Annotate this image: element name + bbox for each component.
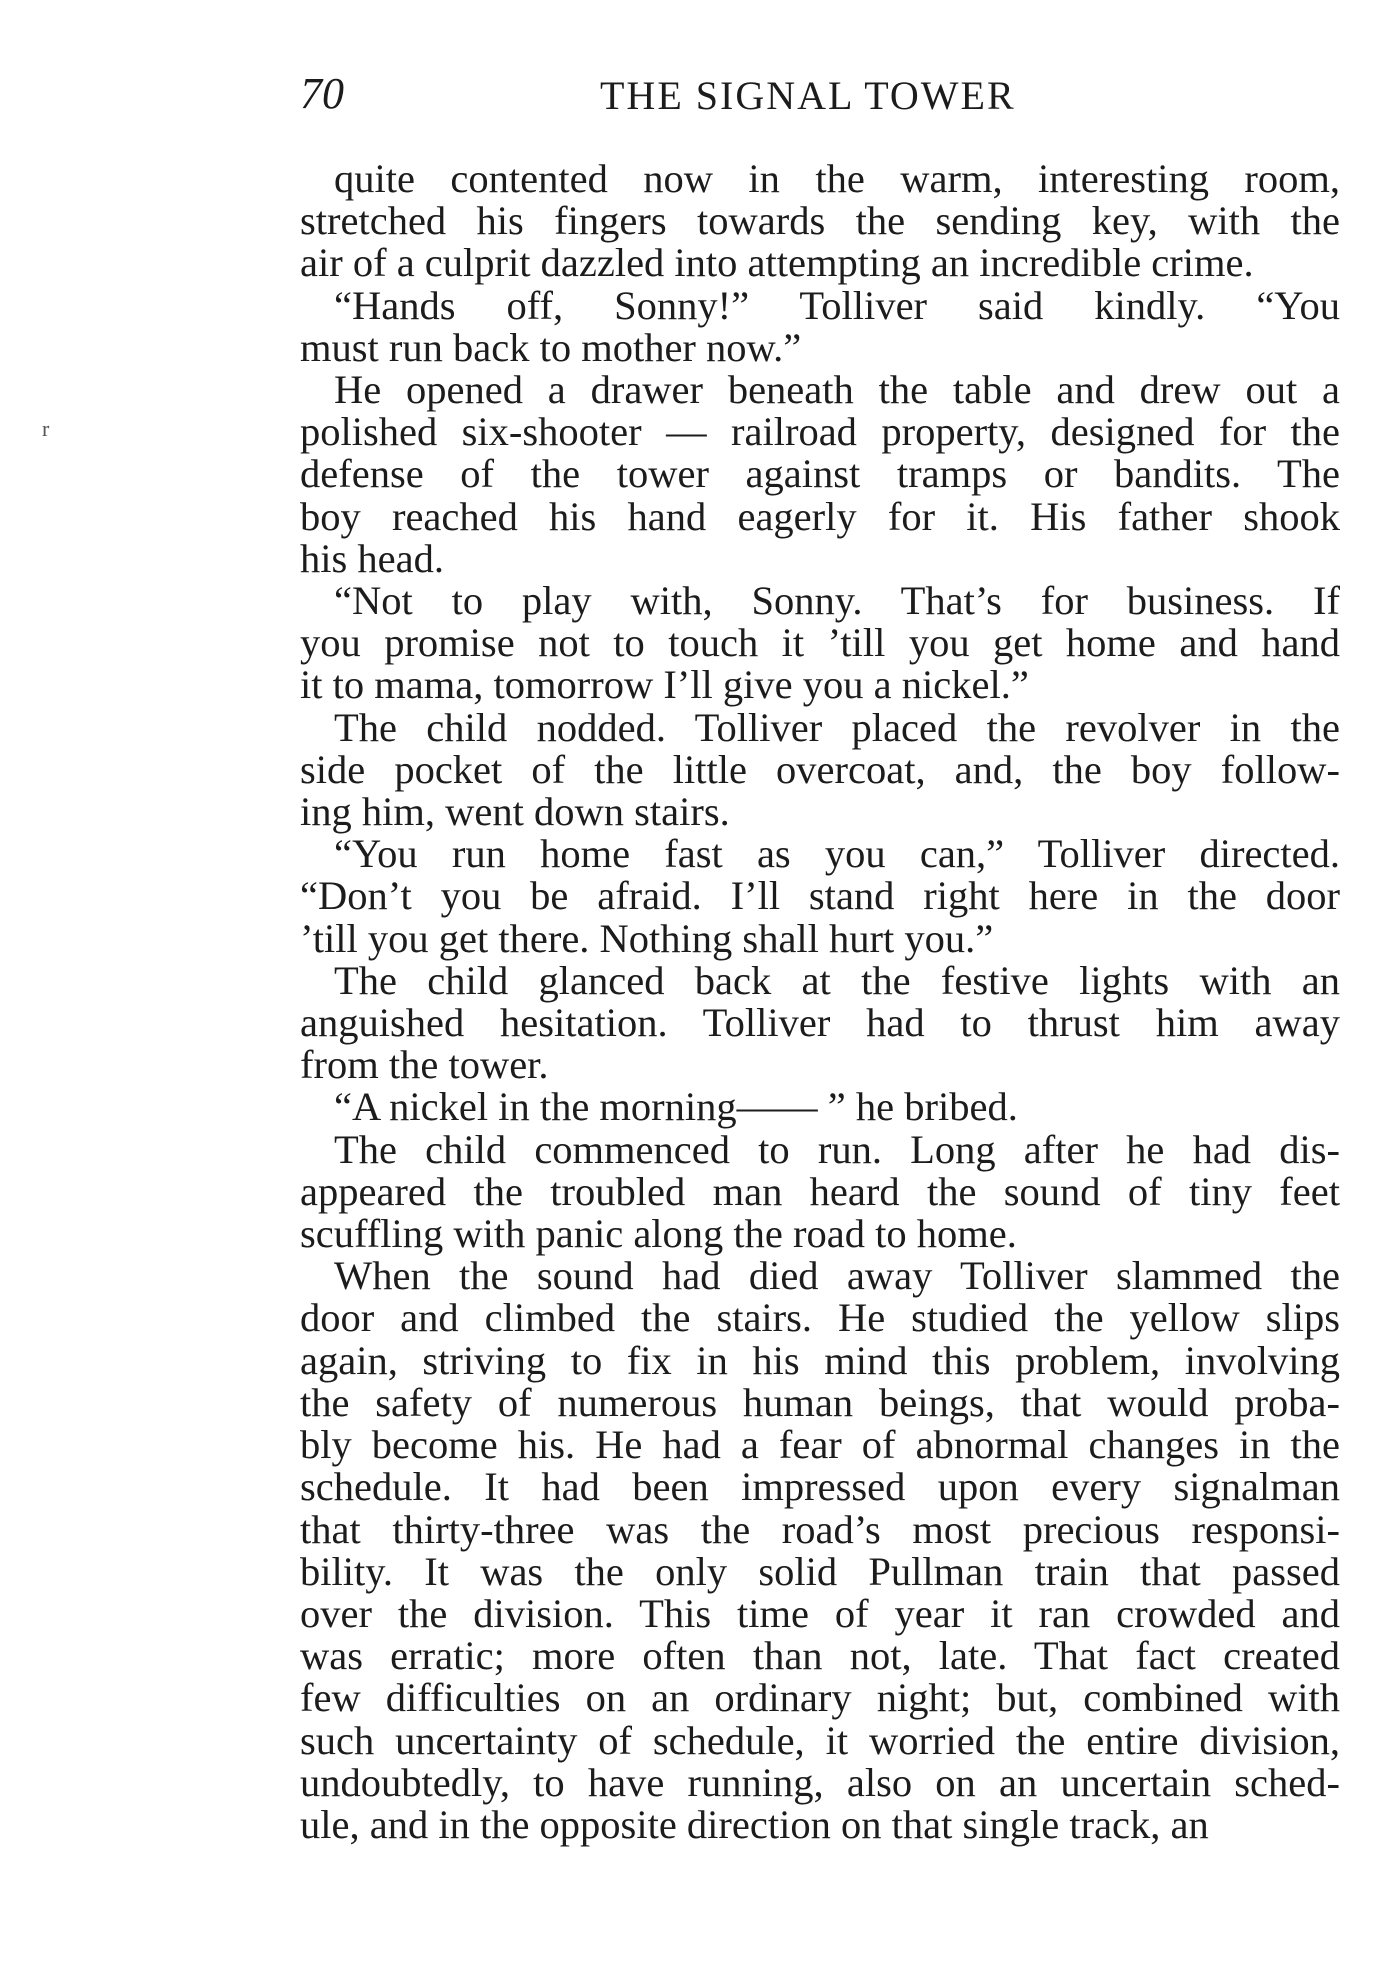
text-line: appeared the troubled man heard the sound of tiny feet (300, 1168, 1340, 1214)
text-line: The child glanced back at the festive lights with an (334, 957, 1340, 1003)
page-number: 70 (300, 69, 344, 118)
text-line: polished six-shooter — railroad property, designed for the (300, 409, 1340, 455)
text-line: from the tower. (300, 1042, 549, 1088)
text-line: ’till you get there. Nothing shall hurt you.” (300, 915, 994, 961)
text-line: again, striving to fix in his mind this problem, involving (300, 1337, 1340, 1383)
text-line: his head. (300, 535, 444, 581)
text-line: undoubtedly, to have running, also on an uncertain sched- (300, 1759, 1340, 1805)
text-line: few difficulties on an ordinary night; but, combined with (300, 1675, 1340, 1721)
text-line: that thirty-three was the road’s most precious responsi- (300, 1506, 1340, 1552)
text-line: door and climbed the stairs. He studied the yellow slips (300, 1295, 1340, 1341)
text-line: The child commenced to run. Long after he had dis- (334, 1126, 1340, 1172)
text-line: The child nodded. Tolliver placed the revolver in the (334, 704, 1340, 750)
text-line: was erratic; more often than not, late. That fact created (300, 1633, 1340, 1679)
paragraph (300, 580, 1340, 707)
text-line: “Not to play with, Sonny. That’s for business. If (334, 578, 1340, 624)
text-line: ing him, went down stairs. (300, 789, 730, 835)
body-text (300, 158, 1340, 1846)
paragraph (300, 1126, 1340, 1257)
text-line: anguished hesitation. Tolliver had to thrust him away (300, 1000, 1340, 1046)
paragraph (300, 704, 1340, 835)
text-line: defense of the tower against tramps or bandits. The (300, 451, 1340, 497)
text-line: the safety of numerous human beings, that would proba- (300, 1379, 1340, 1425)
text-line: He opened a drawer beneath the table and drew out a (334, 367, 1340, 413)
paragraph (300, 957, 1340, 1088)
text-line: “Don’t you be afraid. I’ll stand right here in the door (300, 873, 1340, 919)
text-line: it to mama, tomorrow I’ll give you a nickel.” (300, 662, 1029, 708)
text-line: over the division. This time of year it ran crowded and (300, 1590, 1340, 1636)
paragraph (300, 282, 1340, 370)
text-line: When the sound had died away Tolliver slammed the (334, 1253, 1340, 1299)
paragraph (300, 1086, 1340, 1128)
text-line: “A nickel in the morning—— ” he bribed. (334, 1084, 1018, 1130)
text-line: boy reached his hand eagerly for it. His father shook (300, 493, 1340, 539)
text-line: must run back to mother now.” (300, 324, 802, 370)
text-line: schedule. It had been impressed upon every signalman (300, 1464, 1340, 1510)
page-header (300, 68, 1340, 138)
running-title: THE SIGNAL TOWER (600, 73, 1016, 118)
text-line: scuffling with panic along the road to home. (300, 1211, 1017, 1257)
text-line: air of a culprit dazzled into attempting an incredible crime. (300, 240, 1254, 286)
text-line: ule, and in the opposite direction on that single track, an (300, 1801, 1209, 1847)
margin-mark: r (42, 416, 50, 441)
text-line: side pocket of the little overcoat, and, the boy follow- (300, 746, 1340, 792)
paragraph (300, 158, 1340, 285)
paragraph (300, 369, 1340, 580)
text-line: bility. It was the only solid Pullman train that passed (300, 1548, 1340, 1594)
paragraph (300, 833, 1340, 960)
text-line: bly become his. He had a fear of abnormal changes in the (300, 1422, 1340, 1468)
text-line: quite contented now in the warm, interesting room, (334, 156, 1340, 201)
text-line: stretched his fingers towards the sending key, with the (300, 198, 1340, 244)
text-line: such uncertainty of schedule, it worried the entire division, (300, 1717, 1340, 1763)
text-line: “You run home fast as you can,” Tolliver directed. (334, 831, 1340, 877)
text-line: “Hands off, Sonny!” Tolliver said kindly. “You (334, 282, 1340, 328)
paragraph (300, 1255, 1340, 1846)
text-line: you promise not to touch it ’till you get home and hand (300, 620, 1340, 666)
